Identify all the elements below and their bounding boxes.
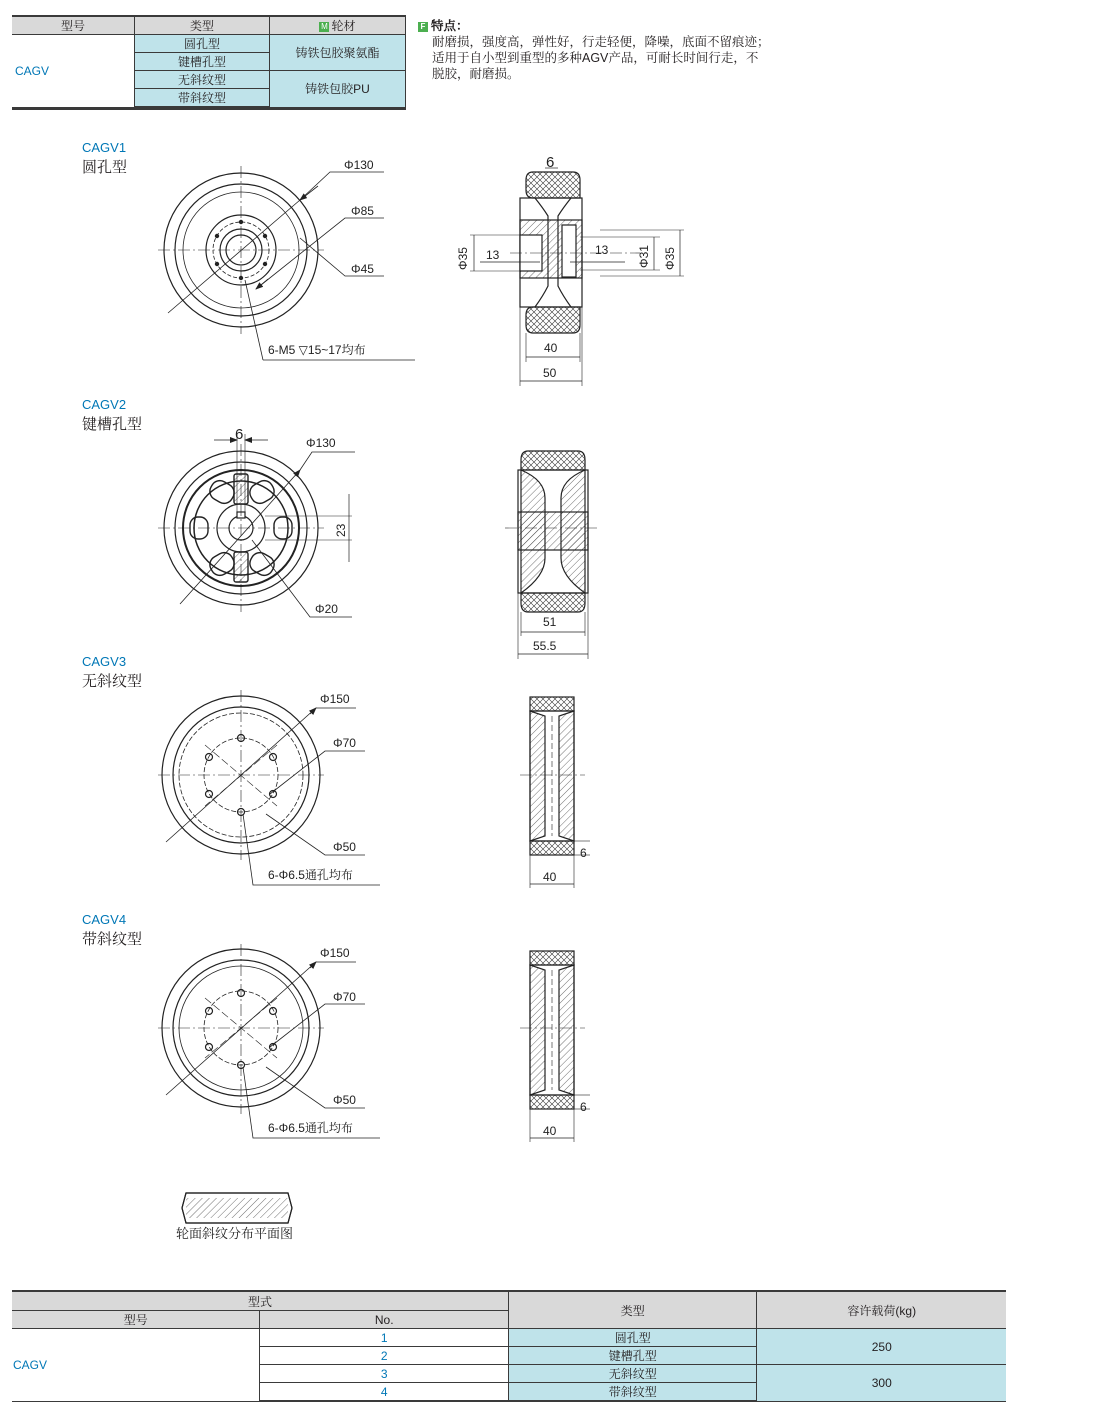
load-row-4-type: 带斜纹型 xyxy=(508,1383,757,1402)
load-value-2: 300 xyxy=(757,1365,1006,1402)
cagv4-name: 带斜纹型 xyxy=(82,931,143,948)
load-header-load: 容许载荷(kg) xyxy=(757,1291,1006,1329)
cagv3-dim-mid: Φ70 xyxy=(333,736,356,750)
cagv3-dim-holes: 6-Φ6.5通孔均布 xyxy=(268,868,353,882)
cagv3-code: CAGV3 xyxy=(82,654,127,669)
spec-header-material-label: 轮材 xyxy=(331,19,356,33)
cagv2-dim-51: 51 xyxy=(543,615,557,629)
spec-type-1: 圆孔型 xyxy=(135,35,270,53)
cagv1-name: 圆孔型 xyxy=(82,159,128,176)
load-row-4-no: 4 xyxy=(260,1383,509,1402)
spec-header-model: 型号 xyxy=(12,16,135,35)
load-header-type: 类型 xyxy=(508,1291,757,1329)
cagv1-dim-left-13: 13 xyxy=(486,248,500,262)
cagv4-dim-mid: Φ70 xyxy=(333,990,356,1004)
load-row-1-no: 1 xyxy=(260,1329,509,1347)
material-badge-icon: M xyxy=(321,22,328,31)
cagv2-dim-55: 55.5 xyxy=(533,639,557,653)
cagv4-front-view xyxy=(158,944,380,1138)
load-row-3-no: 3 xyxy=(260,1365,509,1383)
cagv4-dim-inner: Φ50 xyxy=(333,1093,356,1107)
cagv3-name: 无斜纹型 xyxy=(82,673,143,690)
cagv3-front-view xyxy=(158,690,380,885)
pattern-caption: 轮面斜纹分布平面图 xyxy=(176,1226,294,1241)
load-row-3-type: 无斜纹型 xyxy=(508,1365,757,1383)
cagv2-dim-key-width: 6 xyxy=(235,426,244,443)
cagv2-dim-23: 23 xyxy=(334,523,348,537)
spec-material-1: 铸铁包胶聚氨酯 xyxy=(270,35,406,71)
features-line-1: 耐磨损，强度高，弹性好，行走轻便，降噪，底面不留痕迹； xyxy=(432,35,770,49)
cagv2-front-view xyxy=(158,434,355,617)
cagv1-dim-40: 40 xyxy=(544,341,558,355)
cagv1-dim-holes: 6-M5 ▽15~17均布 xyxy=(268,343,366,357)
load-value-1: 250 xyxy=(757,1329,1006,1365)
load-header-no: No. xyxy=(260,1311,509,1329)
load-model-cell: CAGV xyxy=(12,1329,260,1402)
cagv3-dim-outer: Φ150 xyxy=(320,692,350,706)
cagv1-dim-right-13: 13 xyxy=(595,243,609,257)
cagv1-side-view xyxy=(470,168,684,386)
cagv3-dim-inner: Φ50 xyxy=(333,840,356,854)
features-line-2: 适用于自小型到重型的多种AGV产品，可耐长时间行走，不 xyxy=(432,51,759,65)
cagv4-dim-40: 40 xyxy=(543,1124,557,1138)
feature-badge-icon: F xyxy=(418,22,428,32)
spec-type-4: 带斜纹型 xyxy=(135,89,270,108)
load-table xyxy=(12,1290,1006,1402)
cagv1-dim-outer: Φ130 xyxy=(344,158,374,172)
features-title-text: 特点： xyxy=(431,19,469,33)
cagv1-dim-right-dia2: Φ35 xyxy=(663,247,677,270)
features-line-3: 脱胶，耐磨损。 xyxy=(432,67,520,81)
tread-pattern-view xyxy=(182,1193,292,1223)
cagv2-dim-outer: Φ130 xyxy=(306,436,336,450)
cagv2-dim-bore: Φ20 xyxy=(315,602,338,616)
spec-model-cell: CAGV xyxy=(12,35,135,108)
cagv2-name: 键槽孔型 xyxy=(82,416,143,433)
cagv1-dim-mid: Φ85 xyxy=(351,204,374,218)
load-row-1-type: 圆孔型 xyxy=(508,1329,757,1347)
spec-header-type: 类型 xyxy=(135,16,270,35)
cagv2-code: CAGV2 xyxy=(82,397,127,412)
cagv1-dim-50: 50 xyxy=(543,366,557,380)
cagv3-dim-40: 40 xyxy=(543,870,557,884)
cagv1-dim-inner: Φ45 xyxy=(351,262,374,276)
cagv4-dim-holes: 6-Φ6.5通孔均布 xyxy=(268,1121,353,1135)
load-row-2-type: 键槽孔型 xyxy=(508,1347,757,1365)
load-header-model: 型号 xyxy=(12,1311,260,1329)
cagv1-dim-left-dia: Φ35 xyxy=(456,247,470,270)
load-row-2-no: 2 xyxy=(260,1347,509,1365)
cagv4-code: CAGV4 xyxy=(82,912,127,927)
cagv1-dim-right-dia1: Φ31 xyxy=(637,245,651,268)
cagv1-code: CAGV1 xyxy=(82,140,127,155)
cagv4-dim-6: 6 xyxy=(580,1100,587,1114)
spec-type-3: 无斜纹型 xyxy=(135,71,270,89)
cagv1-front-view xyxy=(158,166,415,360)
spec-type-2: 键槽孔型 xyxy=(135,53,270,71)
spec-material-2: 铸铁包胶PU xyxy=(270,71,406,108)
cagv3-dim-6: 6 xyxy=(580,846,587,860)
cagv1-dim-width-top: 6 xyxy=(546,154,555,171)
load-header-form: 型式 xyxy=(12,1291,508,1311)
cagv4-dim-outer: Φ150 xyxy=(320,946,350,960)
